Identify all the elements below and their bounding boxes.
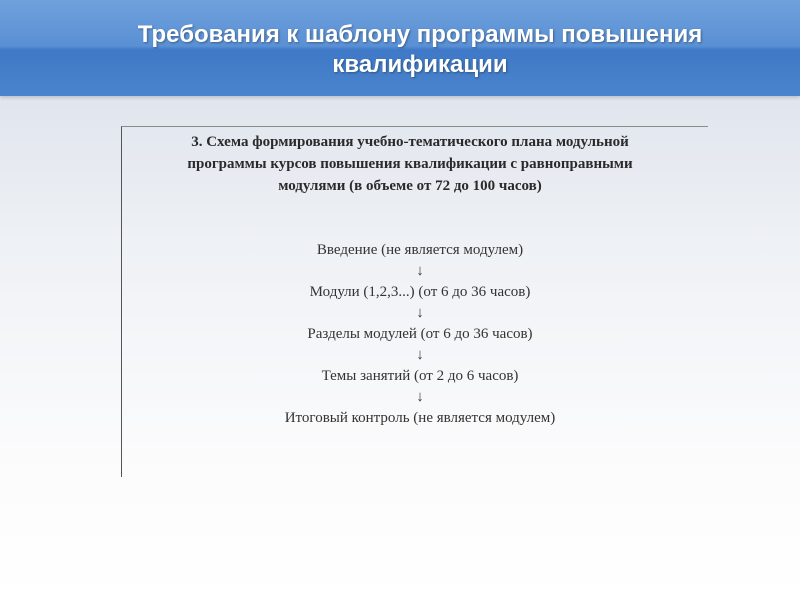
flow-step-lesson-topics: Темы занятий (от 2 до 6 часов) [321,368,519,384]
flow-step-modules: Модули (1,2,3...) (от 6 до 36 часов) [309,284,531,300]
slide-title-bar [0,0,800,96]
down-arrow-icon: ↓ [416,305,424,321]
flow-step-final-assessment: Итоговый контроль (не является модулем) [284,410,556,426]
document-heading-line-2: программы курсов повышения квалификации с равноправными [187,156,633,172]
document-heading [135,131,685,197]
document-heading-line-3: модулями (в объеме от 72 до 100 часов) [278,178,542,194]
flow-step-introduction: Введение (не является модулем) [316,242,524,258]
slide-title-line-2: квалификации [332,51,508,78]
slide-title-line-1: Требования к шаблону программы повышения [137,21,703,48]
document-heading-line-1: 3. Схема формирования учебно-тематического плана модульной [191,134,629,150]
down-arrow-icon: ↓ [416,347,424,363]
plan-flow-diagram [210,240,630,429]
slide-title [60,20,780,80]
flow-step-module-sections: Разделы модулей (от 6 до 36 часов) [307,326,533,342]
down-arrow-icon: ↓ [416,389,424,405]
down-arrow-icon: ↓ [416,263,424,279]
